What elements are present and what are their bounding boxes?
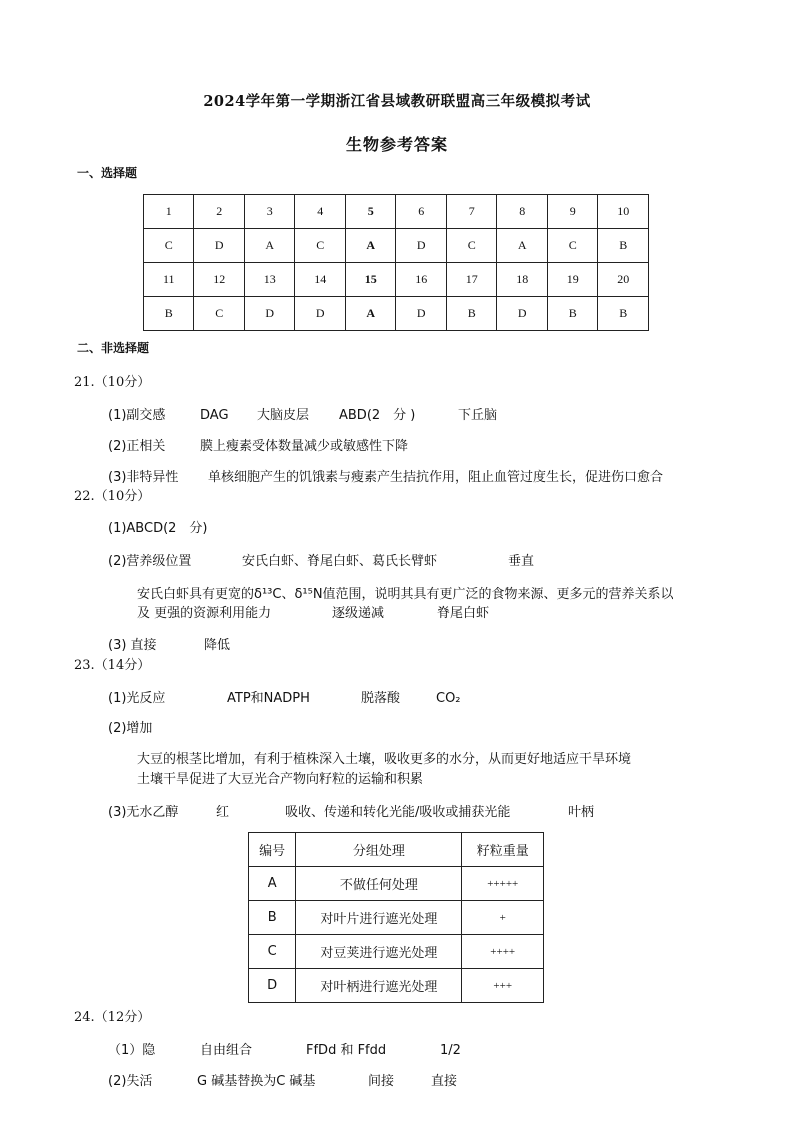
table-cell: 14 — [295, 263, 346, 297]
q23-line-3b: 土壤干旱促进了大豆光合产物向籽粒的运输和积累 — [137, 772, 424, 787]
table-cell: 12 — [194, 263, 245, 297]
table-cell: + — [462, 901, 544, 935]
answer-text: G 碱基替换为C 碱基 — [197, 1074, 316, 1089]
answer-text: (2)正相关 — [108, 439, 166, 454]
table-cell: 18 — [497, 263, 548, 297]
answer-text: DAG — [200, 408, 229, 423]
table-cell: D — [194, 229, 245, 263]
table-cell: 7 — [446, 195, 497, 229]
answer-text: 红 — [216, 805, 230, 820]
table-cell: B — [144, 297, 194, 331]
table-cell: 6 — [396, 195, 447, 229]
table-cell: 2 — [194, 195, 245, 229]
section-heading-choice: 一、选择题 — [77, 166, 138, 180]
table-cell: D — [396, 229, 447, 263]
answer-text: ATP和NADPH — [227, 691, 310, 706]
table-cell: B — [446, 297, 497, 331]
table-cell: +++ — [462, 969, 544, 1003]
answer-text: 逐级递减 — [332, 606, 385, 621]
answer-text: 垂直 — [508, 554, 535, 569]
table-cell: 对叶柄进行遮光处理 — [296, 969, 462, 1003]
answer-text: 下丘脑 — [458, 408, 498, 423]
answer-text: 安氏白虾、脊尾白虾、葛氏长臂虾 — [242, 554, 438, 569]
table-cell: A — [345, 229, 396, 263]
q21-line-3 — [108, 466, 663, 485]
table-cell: B — [598, 297, 649, 331]
table-row — [144, 297, 649, 331]
table-cell: 4 — [295, 195, 346, 229]
q23-line-4 — [108, 801, 594, 820]
q22-line-3b — [137, 602, 489, 621]
q23-line-2: (2)增加 — [108, 721, 153, 736]
table-header-row — [249, 833, 544, 867]
answer-text: (3) 直接 — [108, 638, 157, 653]
table-cell: A — [497, 229, 548, 263]
answer-text: ABD(2 分 ) — [339, 408, 416, 423]
table-cell: 15 — [345, 263, 396, 297]
table-cell: 20 — [598, 263, 649, 297]
answer-text: CO₂ — [436, 691, 461, 706]
q22-line-1: (1)ABCD(2 分) — [108, 521, 208, 536]
table-cell: A — [249, 867, 296, 901]
document-title: 2024学年第一学期浙江省县域教研联盟高三年级模拟考试 — [203, 93, 591, 110]
answer-text: 及 更强的资源利用能力 — [137, 606, 272, 621]
q24-line-1 — [108, 1039, 461, 1058]
section-heading-nonchoice: 二、非选择题 — [77, 341, 150, 355]
table-cell: 对叶片进行遮光处理 — [296, 901, 462, 935]
q22-line-3a: 安氏白虾具有更宽的δ¹³C、δ¹⁵N值范围，说明其具有更广泛的食物来源、更多元的营养关系以 — [137, 587, 674, 602]
table-cell: C — [194, 297, 245, 331]
table-cell: 8 — [497, 195, 548, 229]
table-cell: 1 — [144, 195, 194, 229]
table-cell: 13 — [244, 263, 295, 297]
table-cell: C — [295, 229, 346, 263]
question-22-header: 22.（10分） — [74, 489, 151, 504]
q22-line-2 — [108, 550, 534, 569]
answer-text: (2)营养级位置 — [108, 554, 192, 569]
q22-line-4 — [108, 634, 230, 653]
q21-line-2 — [108, 435, 408, 454]
table-header-cell: 籽粒重量 — [462, 833, 544, 867]
table-cell: 19 — [547, 263, 598, 297]
answer-text: (1)光反应 — [108, 691, 166, 706]
table-cell: C — [144, 229, 194, 263]
answer-text: 膜上瘦素受体数量减少或敏感性下降 — [200, 439, 409, 454]
question-21-header: 21.（10分） — [74, 375, 151, 390]
table-cell: D — [497, 297, 548, 331]
table-row — [249, 969, 544, 1003]
table-cell: D — [295, 297, 346, 331]
answer-text: (3)非特异性 — [108, 470, 179, 485]
table-cell: 9 — [547, 195, 598, 229]
table-cell: 17 — [446, 263, 497, 297]
table-cell: 不做任何处理 — [296, 867, 462, 901]
answer-text: (3)无水乙醇 — [108, 805, 179, 820]
table-cell: C — [249, 935, 296, 969]
table-header-cell: 分组处理 — [296, 833, 462, 867]
answer-text: FfDd 和 Ffdd — [306, 1043, 387, 1058]
table-cell: B — [249, 901, 296, 935]
question-24-header: 24.（12分） — [74, 1010, 151, 1025]
table-cell: 5 — [345, 195, 396, 229]
answer-text: 脱落酸 — [361, 691, 401, 706]
question-23-header: 23.（14分） — [74, 658, 151, 673]
q21-line-1 — [108, 404, 497, 423]
answer-text: (1)副交感 — [108, 408, 166, 423]
table-cell: D — [249, 969, 296, 1003]
answer-text: (2)失活 — [108, 1074, 153, 1089]
table-cell: +++++ — [462, 867, 544, 901]
answer-text: 叶柄 — [568, 805, 595, 820]
table-cell: A — [345, 297, 396, 331]
answer-text: 降低 — [204, 638, 231, 653]
table-row — [249, 867, 544, 901]
table-cell: 3 — [244, 195, 295, 229]
table-cell: 对豆荚进行遮光处理 — [296, 935, 462, 969]
answer-text: 吸收、传递和转化光能/吸收或捕获光能 — [285, 805, 511, 820]
answer-text: （1）隐 — [108, 1043, 156, 1058]
table-cell: D — [244, 297, 295, 331]
table-row — [249, 901, 544, 935]
table-cell: 11 — [144, 263, 194, 297]
table-row — [144, 195, 649, 229]
answer-text: 1/2 — [440, 1043, 461, 1058]
table-cell: C — [547, 229, 598, 263]
q24-line-2 — [108, 1070, 457, 1089]
answer-text: 自由组合 — [200, 1043, 253, 1058]
answer-text: 间接 — [368, 1074, 395, 1089]
document-subtitle: 生物参考答案 — [345, 135, 448, 154]
table-row — [144, 229, 649, 263]
table-cell: D — [396, 297, 447, 331]
table-cell: B — [547, 297, 598, 331]
q23-line-3a: 大豆的根茎比增加，有利于植株深入土壤，吸收更多的水分，从而更好地适应干旱环境 — [137, 752, 632, 767]
table-cell: 16 — [396, 263, 447, 297]
q23-line-1 — [108, 687, 461, 706]
table-cell: ++++ — [462, 935, 544, 969]
answer-text: 大脑皮层 — [257, 408, 310, 423]
table-row — [249, 935, 544, 969]
answer-text: 直接 — [431, 1074, 458, 1089]
table-cell: 10 — [598, 195, 649, 229]
answer-key-table — [143, 194, 649, 331]
table-cell: A — [244, 229, 295, 263]
table-cell: B — [598, 229, 649, 263]
table-header-cell: 编号 — [249, 833, 296, 867]
experiment-design-table — [248, 832, 544, 1003]
table-cell: C — [446, 229, 497, 263]
answer-text: 单核细胞产生的饥饿素与瘦素产生拮抗作用，阻止血管过度生长，促进伤口愈合 — [208, 470, 664, 485]
table-row — [144, 263, 649, 297]
answer-text: 脊尾白虾 — [437, 606, 490, 621]
